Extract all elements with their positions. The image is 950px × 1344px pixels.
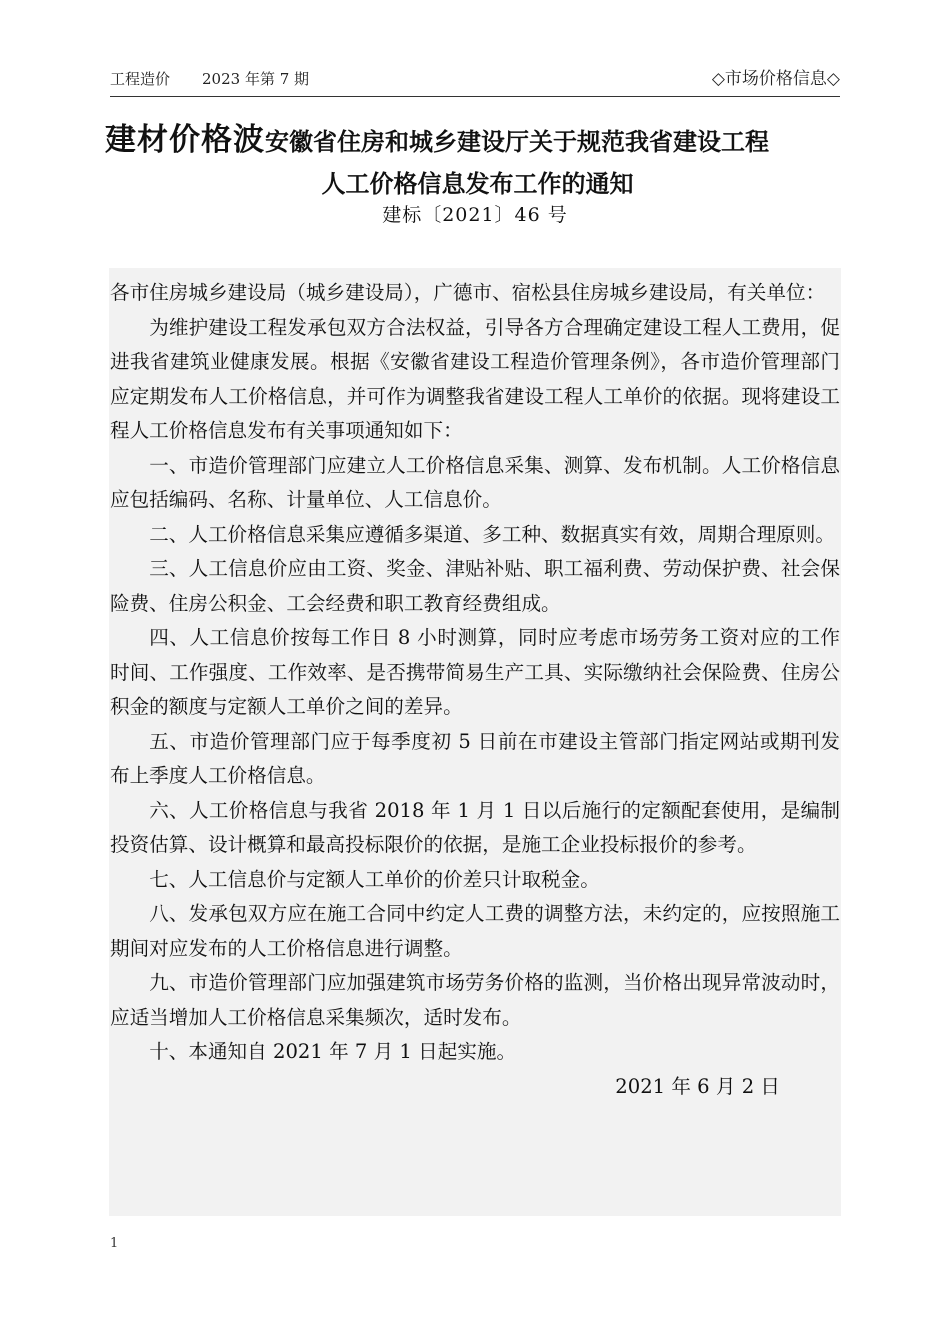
title-line-1 [105, 118, 850, 167]
item-2: 二、人工价格信息采集应遵循多渠道、多工种、数据真实有效，周期合理原则。 [149, 522, 835, 546]
item-1: 一、市造价管理部门应建立人工价格信息采集、测算、发布机制。人工价格信息应包括编码、名称、计量单位、人工信息价。 [110, 453, 840, 511]
document-title-line-2: 人工价格信息发布工作的通知 [321, 170, 634, 198]
salutation: 各市住房城乡建设局（城乡建设局），广德市、宿松县住房城乡建设局，有关单位： [110, 281, 826, 304]
column-name: 建材价格波 [105, 122, 265, 158]
item-5: 五、市造价管理部门应于每季度初 5 日前在市建设主管部门指定网站或期刊发布上季度人工价格信息。 [110, 729, 840, 787]
item-7: 七、人工信息价与定额人工单价的价差只计取税金。 [149, 867, 600, 891]
item-10: 十、本通知自 2021 年 7 月 1 日起实施。 [149, 1040, 517, 1063]
title-block [105, 118, 850, 201]
item-3: 三、人工信息价应由工资、奖金、津贴补贴、职工福利费、劳动保护费、社会保险费、住房公积金、工会经费和职工教育经费组成。 [110, 557, 840, 615]
document-number: 建标〔2021〕46 号 [382, 204, 568, 226]
page-number: 1 [110, 1236, 119, 1251]
item-6: 六、人工价格信息与我省 2018 年 1 月 1 日以后施行的定额配套使用，是编制投资估算、设计概算和最高投标限价的依据，是施工企业投标报价的参考。 [110, 798, 840, 856]
section-label: ◇市场价格信息◇ [711, 69, 840, 89]
document-title: 安徽省住房和城乡建设厅关于规范我省建设工程 [265, 128, 769, 156]
issue-label: 2023 年第 7 期 [202, 70, 310, 88]
item-8: 八、发承包双方应在施工合同中约定人工费的调整方法，未约定的，应按照施工期间对应发布的人工价格信息进行调整。 [110, 902, 840, 960]
journal-name: 工程造价 [110, 70, 171, 88]
intro-paragraph: 为维护建设工程发承包双方合法权益，引导各方合理确定建设工程人工费用，促进我省建筑业健康发展。根据《安徽省建设工程造价管理条例》，各市造价管理部门应定期发布人工价格信息，并可作为调整我省建设工程人工单价的依据。现将建设工程人工价格信息发布有关事项通知如下： [110, 315, 840, 442]
notice-body [110, 276, 840, 1104]
item-4: 四、人工信息价按每工作日 8 小时测算，同时应考虑市场劳务工资对应的工作时间、工作强度、工作效率、是否携带简易生产工具、实际缴纳社会保险费、住房公积金的额度与定额人工单价之间的差异。 [110, 626, 840, 718]
journal-info [110, 68, 309, 90]
page-header [110, 68, 840, 97]
issue-date: 2021 年 6 月 2 日 [615, 1074, 780, 1098]
item-9: 九、市造价管理部门应加强建筑市场劳务价格的监测，当价格出现异常波动时，应适当增加人工价格信息采集频次，适时发布。 [110, 971, 840, 1029]
